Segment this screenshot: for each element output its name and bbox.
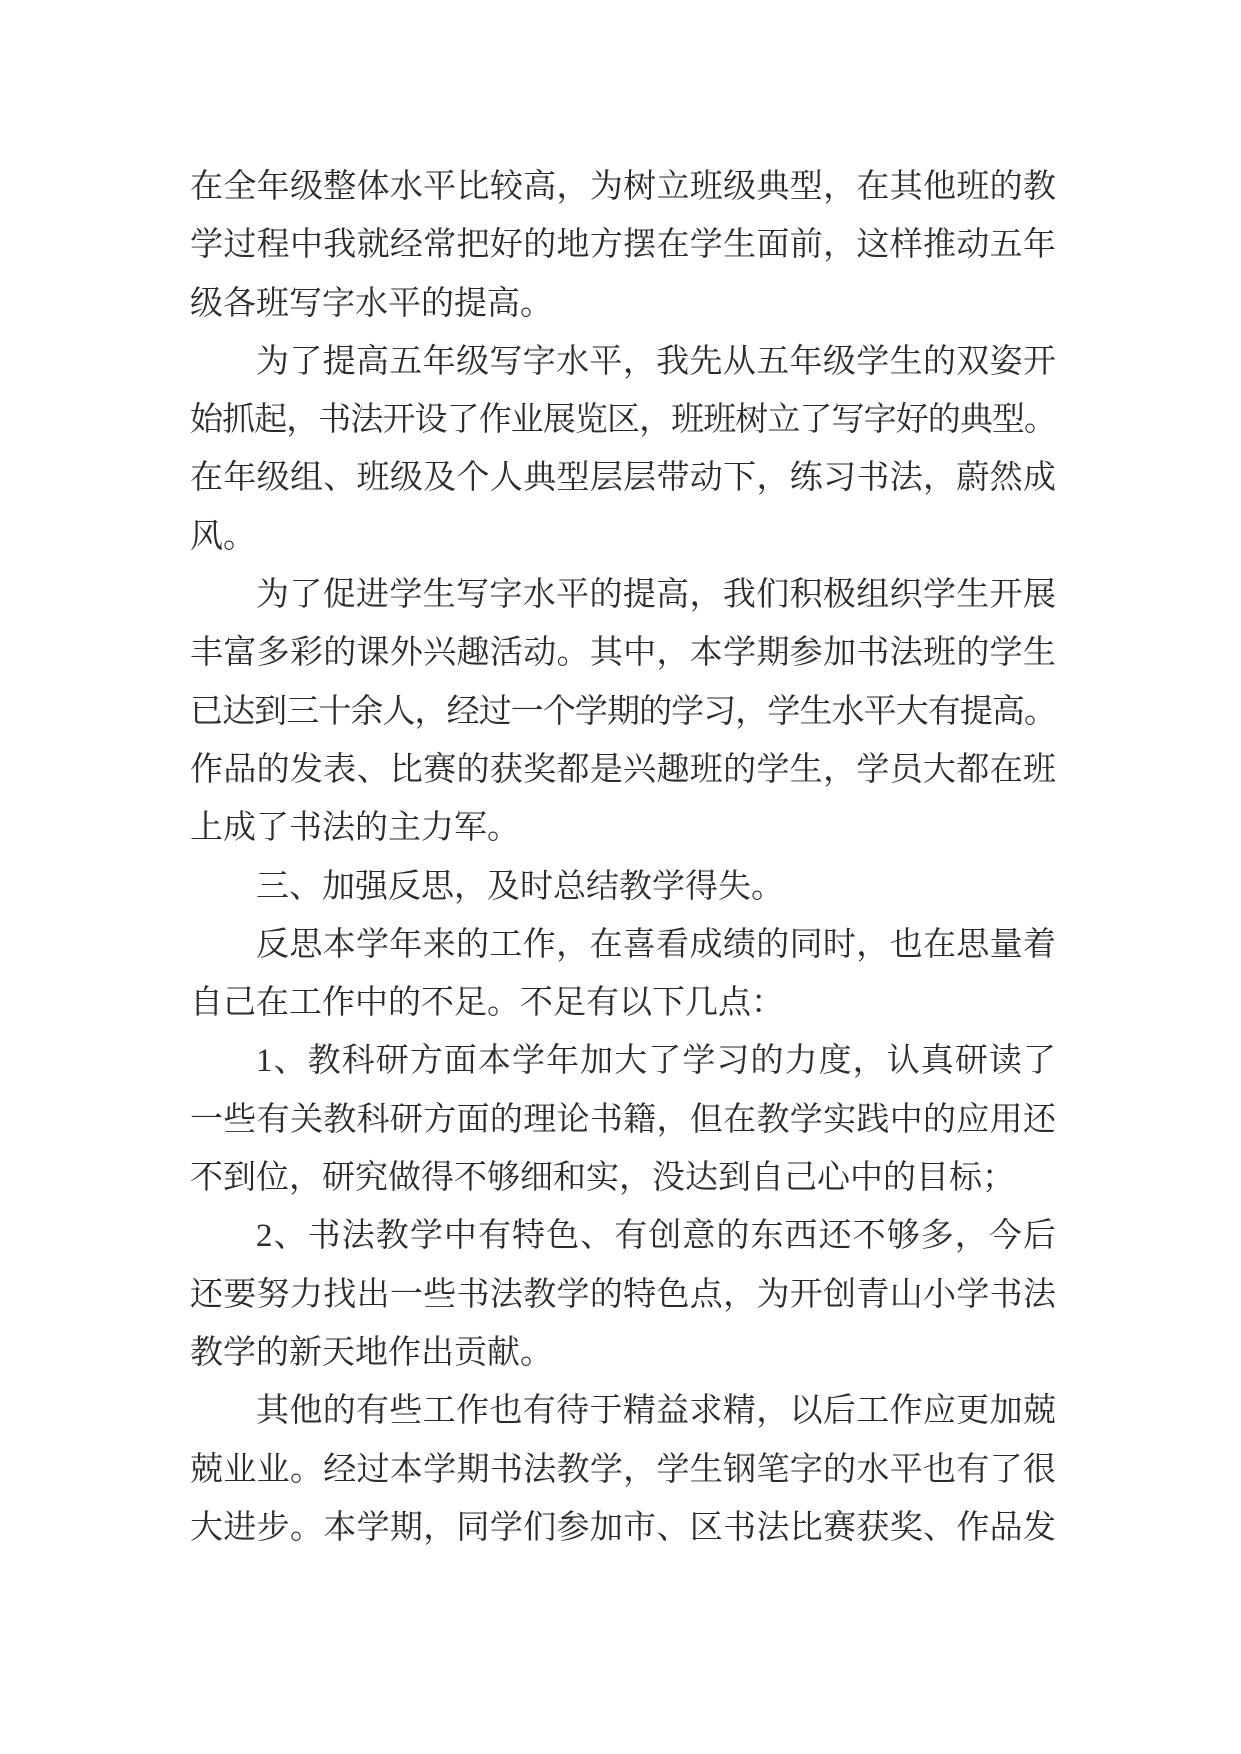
text-line: 还要努力找出一些书法教学的特色点，为开创青山小学书法 — [190, 1276, 1056, 1313]
text-line: 自己在工作中的不足。不足有以下几点： — [190, 985, 784, 1022]
text-line: 在年级组、班级及个人典型层层带动下，练习书法，蔚然成 — [190, 460, 1056, 497]
text-line: 一些有关教科研方面的理论书籍，但在教学实践中的应用还 — [190, 1101, 1056, 1138]
text-line: 已达到三十余人，经过一个学期的学习，学生水平大有提高。 — [190, 693, 1056, 730]
text-line: 上成了书法的主力军。 — [190, 810, 520, 847]
text-line: 丰富多彩的课外兴趣活动。其中，本学期参加书法班的学生 — [190, 635, 1056, 672]
text-line: 始抓起，书法开设了作业展览区，班班树立了写字好的典型。 — [190, 402, 1056, 439]
text-line: 兢业业。经过本学期书法教学，学生钢笔字的水平也有了很 — [190, 1451, 1056, 1488]
document-body-text — [190, 158, 1056, 1557]
text-line: 大进步。本学期，同学们参加市、区书法比赛获奖、作品发 — [190, 1509, 1056, 1546]
text-line: 作品的发表、比赛的获奖都是兴趣班的学生，学员大都在班 — [190, 751, 1056, 788]
text-line: 其他的有些工作也有待于精益求精，以后工作应更加兢 — [256, 1393, 1056, 1430]
text-line: 风。 — [190, 518, 256, 555]
list-item-line: 1、教科研方面本学年加大了学习的力度，认真研读了 — [256, 1043, 1056, 1080]
text-line: 在全年级整体水平比较高，为树立班级典型，在其他班的教 — [190, 169, 1056, 205]
text-line: 反思本学年来的工作，在喜看成绩的同时，也在思量着 — [256, 926, 1056, 963]
text-line: 学过程中我就经常把好的地方摆在学生面前，这样推动五年 — [190, 227, 1056, 264]
text-line: 级各班写字水平的提高。 — [190, 285, 553, 322]
text-line: 为了促进学生写字水平的提高，我们积极组织学生开展 — [256, 577, 1056, 614]
text-line: 为了提高五年级写字水平，我先从五年级学生的双姿开 — [256, 343, 1056, 380]
text-line: 教学的新天地作出贡献。 — [190, 1334, 553, 1371]
list-item-line: 2、书法教学中有特色、有创意的东西还不够多，今后 — [256, 1218, 1056, 1255]
section-heading-line: 三、加强反思，及时总结教学得失。 — [256, 868, 784, 905]
text-line: 不到位，研究做得不够细和实，没达到自己心中的目标； — [190, 1160, 1015, 1197]
